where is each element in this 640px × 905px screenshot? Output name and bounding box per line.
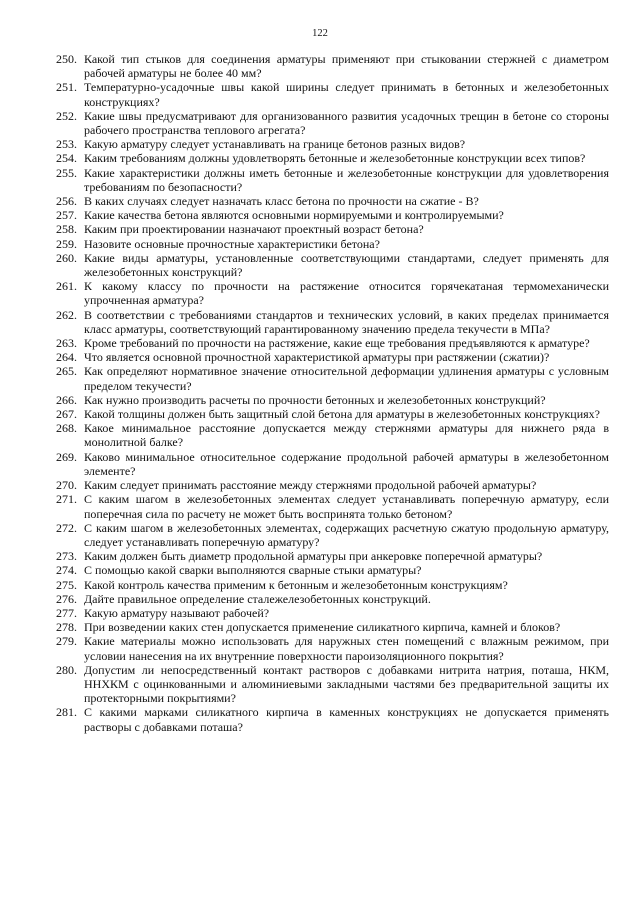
question-item [56, 222, 609, 236]
question-text: Какое минимальное расстояние допускается между стержнями арматуры для нижнего ряда в монолитной балке? [84, 421, 609, 450]
question-number: 253. [56, 137, 77, 152]
question-item [56, 279, 609, 307]
question-number: 269. [56, 449, 77, 464]
question-item [56, 208, 609, 222]
question-item [56, 336, 609, 350]
question-number: 251. [56, 80, 77, 95]
question-item [56, 521, 609, 549]
question-number: 274. [56, 563, 77, 578]
question-number: 257. [56, 208, 77, 223]
question-item [56, 592, 609, 606]
question-item [56, 109, 609, 137]
question-number: 258. [56, 222, 77, 237]
question-text: Кроме требований по прочности на растяжение, какие еще требования предъявляются к арматуре? [84, 336, 590, 351]
question-item [56, 705, 609, 733]
question-number: 267. [56, 407, 77, 422]
question-text: Температурно-усадочные швы какой ширины следует принимать в бетонных и железобетонных конструкциях? [84, 80, 609, 109]
question-item [56, 634, 609, 662]
question-number: 265. [56, 364, 77, 379]
question-number: 255. [56, 165, 77, 180]
question-text: Каким должен быть диаметр продольной арматуры при анкеровке поперечной арматуры? [84, 549, 543, 564]
question-text: В соответствии с требованиями стандартов и технических условий, в каких пределах принимается класс арматуры, соответствующий гарантированному значению предела текучести в МПа? [84, 307, 609, 336]
question-item [56, 606, 609, 620]
question-item [56, 407, 609, 421]
question-item [56, 563, 609, 577]
question-item [56, 450, 609, 478]
question-number: 259. [56, 236, 77, 251]
question-item [56, 194, 609, 208]
question-item [56, 251, 609, 279]
question-text: При возведении каких стен допускается применение силикатного кирпича, камней и блоков? [84, 620, 561, 635]
question-text: Каким следует принимать расстояние между стержнями продольной рабочей арматуры? [84, 478, 537, 493]
question-text: Какие характеристики должны иметь бетонные и железобетонные конструкции для удовлетворения требованиям по безопасности? [84, 165, 609, 194]
question-list [56, 52, 609, 734]
question-number: 280. [56, 662, 77, 677]
question-item [56, 549, 609, 563]
question-number: 256. [56, 194, 77, 209]
question-text: Какие материалы можно использовать для наружных стен помещений с влажным режимом, при условии нанесения на их внутренние поверхности пароизоляционного покрытия? [84, 634, 609, 663]
question-number: 281. [56, 705, 77, 720]
question-number: 263. [56, 336, 77, 351]
question-number: 276. [56, 591, 77, 606]
question-text: Каким требованиям должны удовлетворять бетонные и железобетонные конструкции всех типов? [84, 151, 586, 166]
question-text: Как определяют нормативное значение относительной деформации удлинения арматуры с условным пределом текучести? [84, 364, 609, 393]
question-text: Какой толщины должен быть защитный слой бетона для арматуры в железобетонных конструкциях? [84, 407, 600, 422]
question-number: 250. [56, 52, 77, 66]
question-item [56, 237, 609, 251]
question-item [56, 478, 609, 492]
question-item [56, 350, 609, 364]
question-number: 260. [56, 250, 77, 265]
question-text: Назовите основные прочностные характеристики бетона? [84, 236, 380, 251]
question-text: К какому классу по прочности на растяжение относится горячекатаная термомеханически упрочненная арматура? [84, 279, 609, 308]
question-text: С помощью какой сварки выполняются сварные стыки арматуры? [84, 563, 422, 578]
question-item [56, 578, 609, 592]
question-item [56, 308, 609, 336]
question-item [56, 151, 609, 165]
question-number: 270. [56, 478, 77, 493]
question-number: 275. [56, 577, 77, 592]
page-number: 122 [312, 28, 328, 39]
question-text: Каково минимальное относительное содержание продольной рабочей арматуры в железобетонном элементе? [84, 449, 609, 478]
question-item [56, 364, 609, 392]
question-item [56, 492, 609, 520]
question-item [56, 52, 609, 80]
question-text: В каких случаях следует назначать класс бетона по прочности на сжатие - В? [84, 194, 479, 209]
question-text: С какими марками силикатного кирпича в каменных конструкциях не допускается применять растворы с добавками поташа? [84, 705, 609, 734]
question-item [56, 421, 609, 449]
question-text: Какой тип стыков для соединения арматуры применяют при стыковании стержней с диаметром рабочей арматуры не более 40 мм? [84, 52, 609, 81]
question-text: Какую арматуру следует устанавливать на границе бетонов разных видов? [84, 137, 466, 152]
question-item [56, 166, 609, 194]
question-text: Какие швы предусматривают для организованного развития усадочных трещин в бетоне со стороны рабочего пространства теплового агрегата? [84, 108, 609, 138]
question-number: 279. [56, 634, 77, 649]
question-item [56, 137, 609, 151]
question-number: 268. [56, 421, 77, 436]
question-text: С каким шагом в железобетонных элементах, содержащих расчетную сжатую продольную арматуру, следует устанавливать поперечную арматуру? [84, 520, 609, 549]
question-number: 261. [56, 279, 77, 294]
question-text: Какую арматуру называют рабочей? [84, 605, 270, 620]
question-number: 254. [56, 151, 77, 166]
question-item [56, 393, 609, 407]
question-number: 273. [56, 549, 77, 564]
question-text: Дайте правильное определение сталежелезобетонных конструкций. [84, 591, 431, 606]
question-text: Какие качества бетона являются основными нормируемыми и контролируемыми? [84, 208, 504, 223]
question-text: Какой контроль качества применим к бетонным и железобетонным конструкциям? [84, 577, 508, 592]
question-text: Как нужно производить расчеты по прочности бетонных и железобетонных конструкций? [84, 392, 546, 407]
question-text: Каким при проектировании назначают проектный возраст бетона? [84, 222, 424, 237]
question-item [56, 620, 609, 634]
question-number: 252. [56, 108, 77, 123]
question-number: 277. [56, 605, 77, 620]
question-text: Какие виды арматуры, установленные соответствующими стандартами, следует применять для железобетонных конструкций? [84, 250, 609, 280]
question-number: 264. [56, 350, 77, 365]
question-number: 271. [56, 492, 77, 507]
question-number: 266. [56, 392, 77, 407]
question-number: 272. [56, 520, 77, 535]
question-text: С каким шагом в железобетонных элементах следует устанавливать поперечную арматуру, если поперечная сила по расчету не может быть воспринята только бетоном? [84, 492, 609, 521]
question-text: Допустим ли непосредственный контакт растворов с добавками нитрита натрия, поташа, НКМ, ННХКМ с оцинкованными и алюминиевыми закладными частями без предварительной защиты их протекторными покрытиями? [84, 662, 609, 706]
question-number: 278. [56, 620, 77, 635]
question-item [56, 663, 609, 706]
question-item [56, 80, 609, 108]
question-number: 262. [56, 307, 77, 322]
question-text: Что является основной прочностной характеристикой арматуры при растяжении (сжатии)? [84, 350, 550, 365]
